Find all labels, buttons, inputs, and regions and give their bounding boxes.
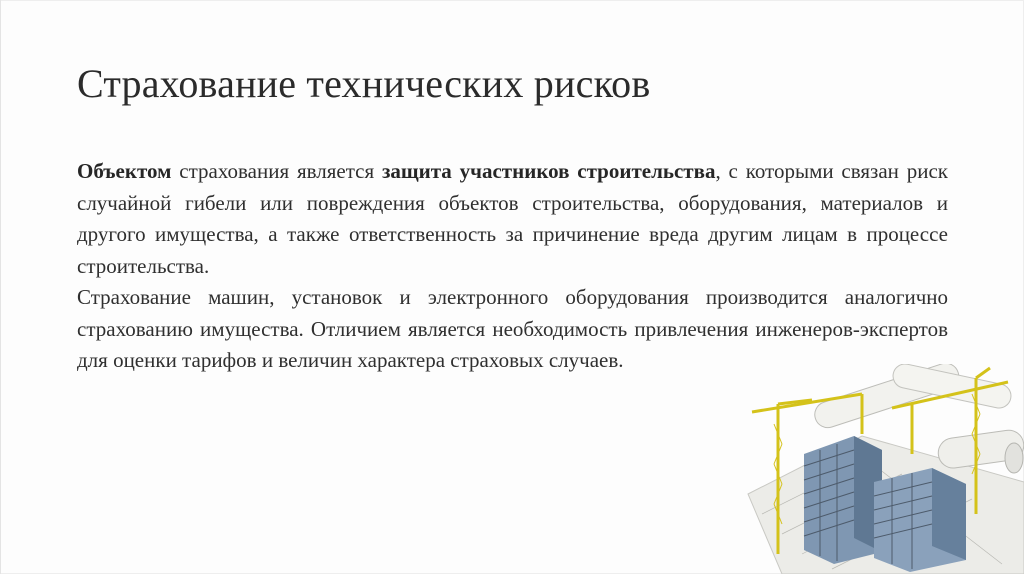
paragraph-object xyxy=(77,156,948,282)
slide-body xyxy=(77,156,948,377)
paragraph-machinery: Страхование машин, установок и электронного оборудования производится аналогично страхованию имущества. Отличием является необходимость привлечения инженеров-экспертов для оценки тарифов и величин характера страховых случаев. xyxy=(77,285,948,372)
slide-title: Страхование технических рисков xyxy=(77,61,651,106)
bold-term-protection: защита участников строительства xyxy=(381,159,716,183)
building-tall xyxy=(804,436,882,564)
bold-term-object: Объектом xyxy=(77,159,172,183)
paragraph-text: , с которыми связан риск случайной гибели или повреждения объектов строительства, оборудования, материалов и другого имущества, а также ответственность за причинение вреда другим лицам в процессе строительства. xyxy=(77,159,948,278)
construction-site-illustration xyxy=(742,364,1024,574)
paragraph-text: страхования является xyxy=(171,159,382,183)
building-right xyxy=(874,468,966,572)
